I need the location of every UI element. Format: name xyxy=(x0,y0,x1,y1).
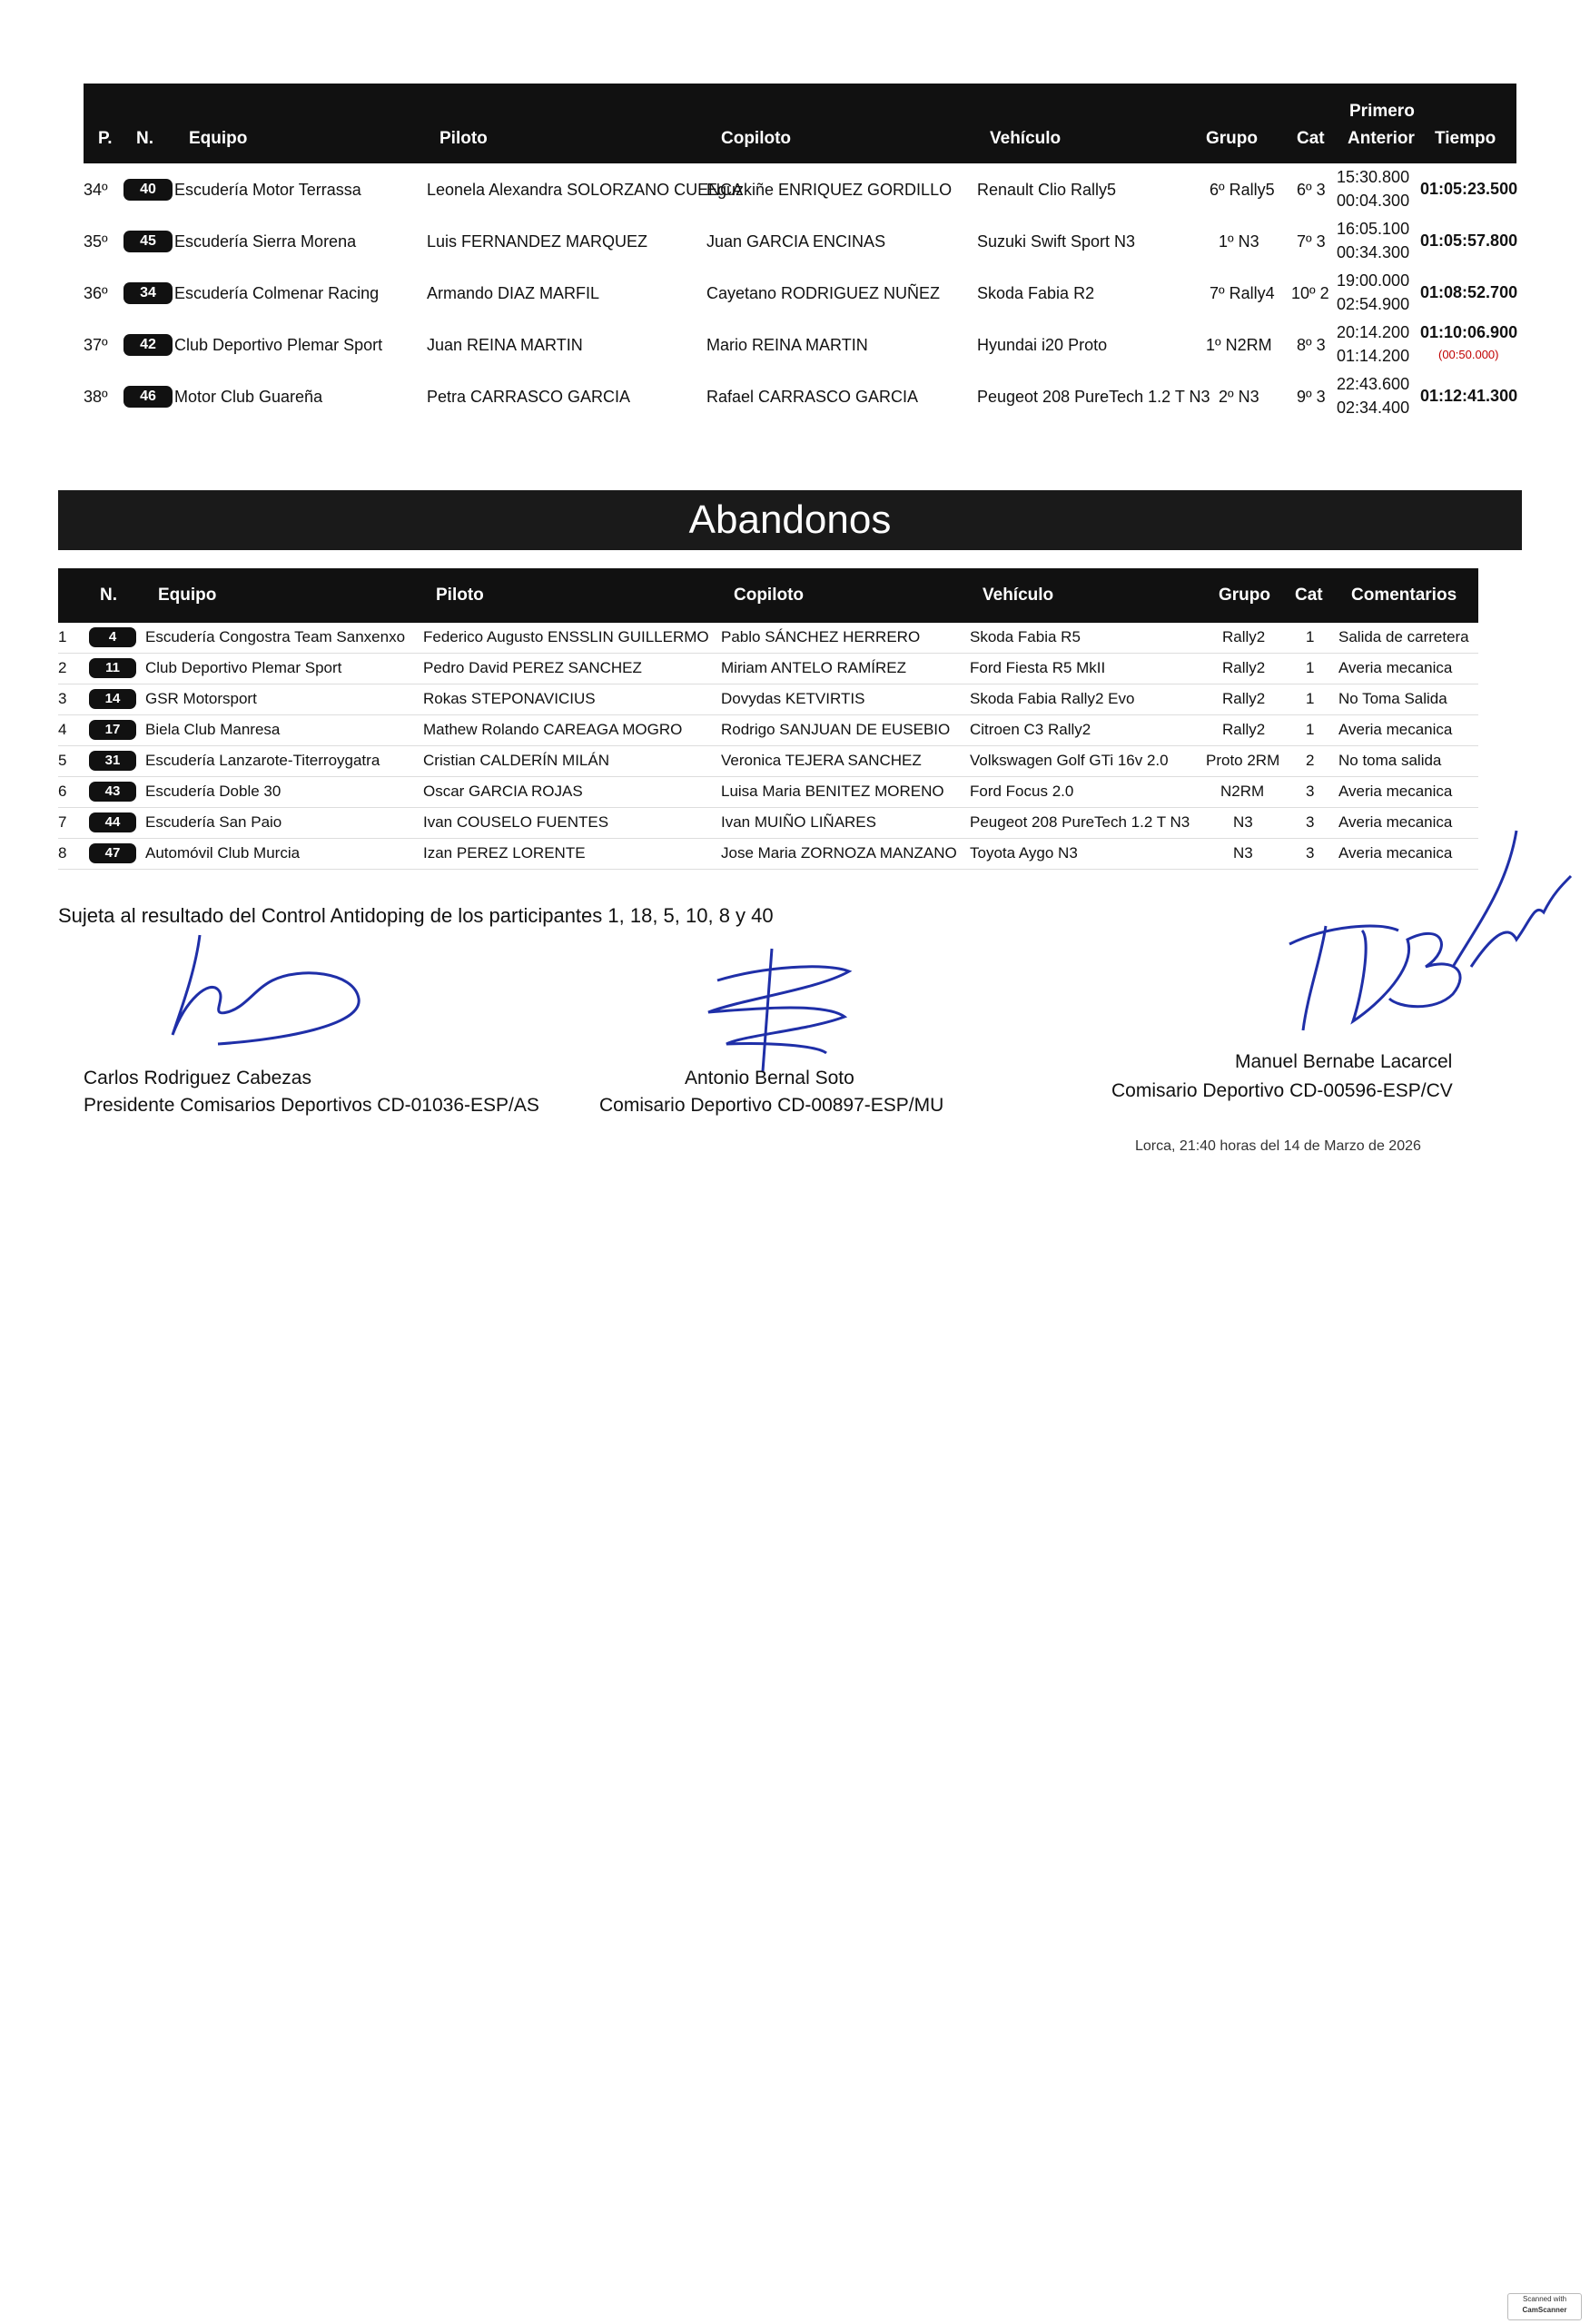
car-number: 11 xyxy=(89,658,136,678)
signature-3-image xyxy=(1271,812,1590,1049)
col-vehiculo: Vehículo xyxy=(990,129,1062,148)
signer-3-name: Manuel Bernabe Lacarcel xyxy=(1235,1051,1453,1072)
result-row: 34º 40 Escudería Motor Terrassa Leonela Alexandra SOLORZANO CUENCA Eguzkiñe ENRIQUEZ GORDILLO Renault Clio Rally5 6º Rally5 6º 3 15:30.800 00:04.300 01:05:23.500 xyxy=(84,168,1518,210)
result-row: 37º 42 Club Deportivo Plemar Sport Juan REINA MARTIN Mario REINA MARTIN Hyundai i20 Proto 1º N2RM 8º 3 20:14.200 01:14.200 01:10:06.900 (00:50.000) xyxy=(84,323,1518,365)
car-number: 45 xyxy=(123,231,173,252)
antidoping-note: Sujeta al resultado del Control Antidoping de los participantes 1, 18, 5, 10, 8 y 40 xyxy=(58,904,774,927)
signer-2-name: Antonio Bernal Soto xyxy=(685,1068,854,1088)
car-number: 31 xyxy=(89,751,136,771)
abandono-row: 4 17 Biela Club Manresa Mathew Rolando CAREAGA MOGRO Rodrigo SANJUAN DE EUSEBIO Citroen C3 Rally2 Rally2 1 Averia mecanica xyxy=(58,715,1478,746)
signer-3-role: Comisario Deportivo CD-00596-ESP/CV xyxy=(1111,1080,1453,1101)
car-number: 44 xyxy=(89,812,136,832)
col-primero: Primero xyxy=(1349,102,1415,121)
car-number: 43 xyxy=(89,782,136,802)
car-number: 17 xyxy=(89,720,136,740)
place-date: Lorca, 21:40 horas del 14 de Marzo de 2026 xyxy=(1135,1138,1421,1154)
car-number: 47 xyxy=(89,843,136,863)
abandono-row: 2 11 Club Deportivo Plemar Sport Pedro David PEREZ SANCHEZ Miriam ANTELO RAMÍREZ Ford Fiesta R5 MkII Rally2 1 Averia mecanica xyxy=(58,654,1478,684)
col-copiloto: Copiloto xyxy=(721,129,792,148)
result-row: 38º 46 Motor Club Guareña Petra CARRASCO GARCIA Rafael CARRASCO GARCIA Peugeot 208 PureTech 1.2 T N3 2º N3 9º 3 22:43.600 02:34.400 01:12:41.300 xyxy=(84,375,1518,417)
col-anterior: Anterior xyxy=(1348,129,1415,148)
abandono-row: 3 14 GSR Motorsport Rokas STEPONAVICIUS Dovydas KETVIRTIS Skoda Fabia Rally2 Evo Rally2 1 No Toma Salida xyxy=(58,684,1478,715)
abandonos-header: N. Equipo Piloto Copiloto Vehículo Grupo Cat Comentarios xyxy=(58,568,1478,623)
signer-1-role: Presidente Comisarios Deportivos CD-01036-ESP/AS xyxy=(84,1095,539,1116)
abandono-row: 7 44 Escudería San Paio Ivan COUSELO FUENTES Ivan MUIÑO LIÑARES Peugeot 208 PureTech 1.2 T N3 N3 3 Averia mecanica xyxy=(58,808,1478,839)
results-header xyxy=(84,84,1516,163)
abandono-row: 1 4 Escudería Congostra Team Sanxenxo Federico Augusto ENSSLIN GUILLERMO Pablo SÁNCHEZ HERRERO Skoda Fabia R5 Rally2 1 Salida de carretera xyxy=(58,623,1478,654)
signer-1-name: Carlos Rodriguez Cabezas xyxy=(84,1068,311,1088)
car-number: 14 xyxy=(89,689,136,709)
car-number: 40 xyxy=(123,179,173,201)
car-number: 42 xyxy=(123,334,173,356)
penalty-time: (00:50.000) xyxy=(1438,348,1499,361)
car-number: 46 xyxy=(123,386,173,408)
col-equipo: Equipo xyxy=(189,129,248,148)
abandono-row: 6 43 Escudería Doble 30 Oscar GARCIA ROJAS Luisa Maria BENITEZ MORENO Ford Focus 2.0 N2RM 3 Averia mecanica xyxy=(58,777,1478,808)
col-grupo: Grupo xyxy=(1206,129,1258,148)
signature-2-image xyxy=(690,944,872,1080)
col-pos: P. xyxy=(98,129,113,148)
signer-2-role: Comisario Deportivo CD-00897-ESP/MU xyxy=(599,1095,944,1116)
car-number: 4 xyxy=(89,627,136,647)
result-row: 35º 45 Escudería Sierra Morena Luis FERNANDEZ MARQUEZ Juan GARCIA ENCINAS Suzuki Swift Sport N3 1º N3 7º 3 16:05.100 00:34.300 01:05:57.800 xyxy=(84,220,1518,261)
car-number: 34 xyxy=(123,282,173,304)
col-num: N. xyxy=(136,129,153,148)
results-table xyxy=(84,84,1516,424)
col-cat: Cat xyxy=(1297,129,1325,148)
abandonos-table xyxy=(58,568,1478,870)
abandono-row: 8 47 Automóvil Club Murcia Izan PEREZ LORENTE Jose Maria ZORNOZA MANZANO Toyota Aygo N3 N3 3 Averia mecanica xyxy=(58,839,1478,870)
abandono-row: 5 31 Escudería Lanzarote-Titerroygatra Cristian CALDERÍN MILÁN Veronica TEJERA SANCHEZ Volkswagen Golf GTi 16v 2.0 Proto 2RM 2 No toma salida xyxy=(58,746,1478,777)
col-piloto: Piloto xyxy=(439,129,488,148)
camscanner-badge: Scanned with CamScanner xyxy=(1507,2293,1582,2320)
result-row: 36º 34 Escudería Colmenar Racing Armando DIAZ MARFIL Cayetano RODRIGUEZ NUÑEZ Skoda Fabia R2 7º Rally4 10º 2 19:00.000 02:54.900 01:08:52.700 xyxy=(84,271,1518,313)
abandonos-title: Abandonos xyxy=(58,490,1522,550)
col-tiempo: Tiempo xyxy=(1435,129,1496,148)
signature-1-image xyxy=(145,926,381,1053)
